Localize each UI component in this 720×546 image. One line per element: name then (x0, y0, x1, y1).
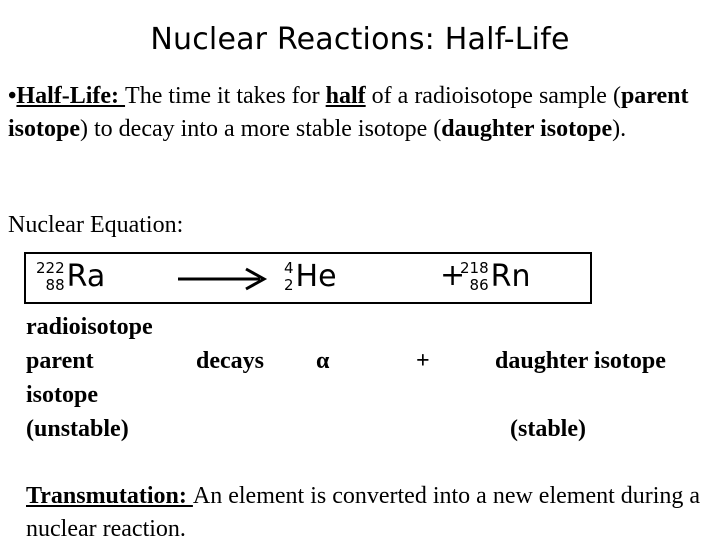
half-life-term: Half-Life: (16, 83, 126, 109)
decays-label: decays (196, 348, 264, 374)
daughter-isotope-term: daughter isotope (441, 116, 613, 142)
reaction-arrow-icon (176, 264, 268, 294)
nuclear-equation-box (24, 252, 592, 304)
equation-plus: + (440, 258, 466, 293)
alpha-label: α (316, 348, 330, 374)
transmutation-term: Transmutation: (26, 483, 193, 509)
transmutation-definition: Transmutation: An element is converted into a new element during a nuclear reaction. (26, 483, 701, 542)
equation-label: Nuclear Equation: (8, 212, 184, 238)
bullet: • (8, 83, 17, 109)
parent-isotope-labels: radioisotope parent isotope (unstable) (26, 314, 153, 442)
half-emphasis: half (325, 83, 366, 109)
daughter-isotope-label: daughter isotope (495, 348, 666, 374)
radon-nuclide: 218 86 Rn (460, 258, 531, 294)
stable-label: (stable) (510, 416, 586, 442)
radium-nuclide: 222 88 Ra (36, 258, 106, 294)
slide-title: Nuclear Reactions: Half-Life (150, 22, 570, 57)
half-life-definition: •Half-Life: The time it takes for half of a radioisotope sample (parent isotope) to decay into a more stable isotope (daughter isotope). (8, 83, 689, 142)
plus-label: + (416, 348, 430, 374)
helium-nuclide: 4 2 He (284, 258, 337, 294)
parent-isotope-term: parent isotope (8, 83, 689, 142)
